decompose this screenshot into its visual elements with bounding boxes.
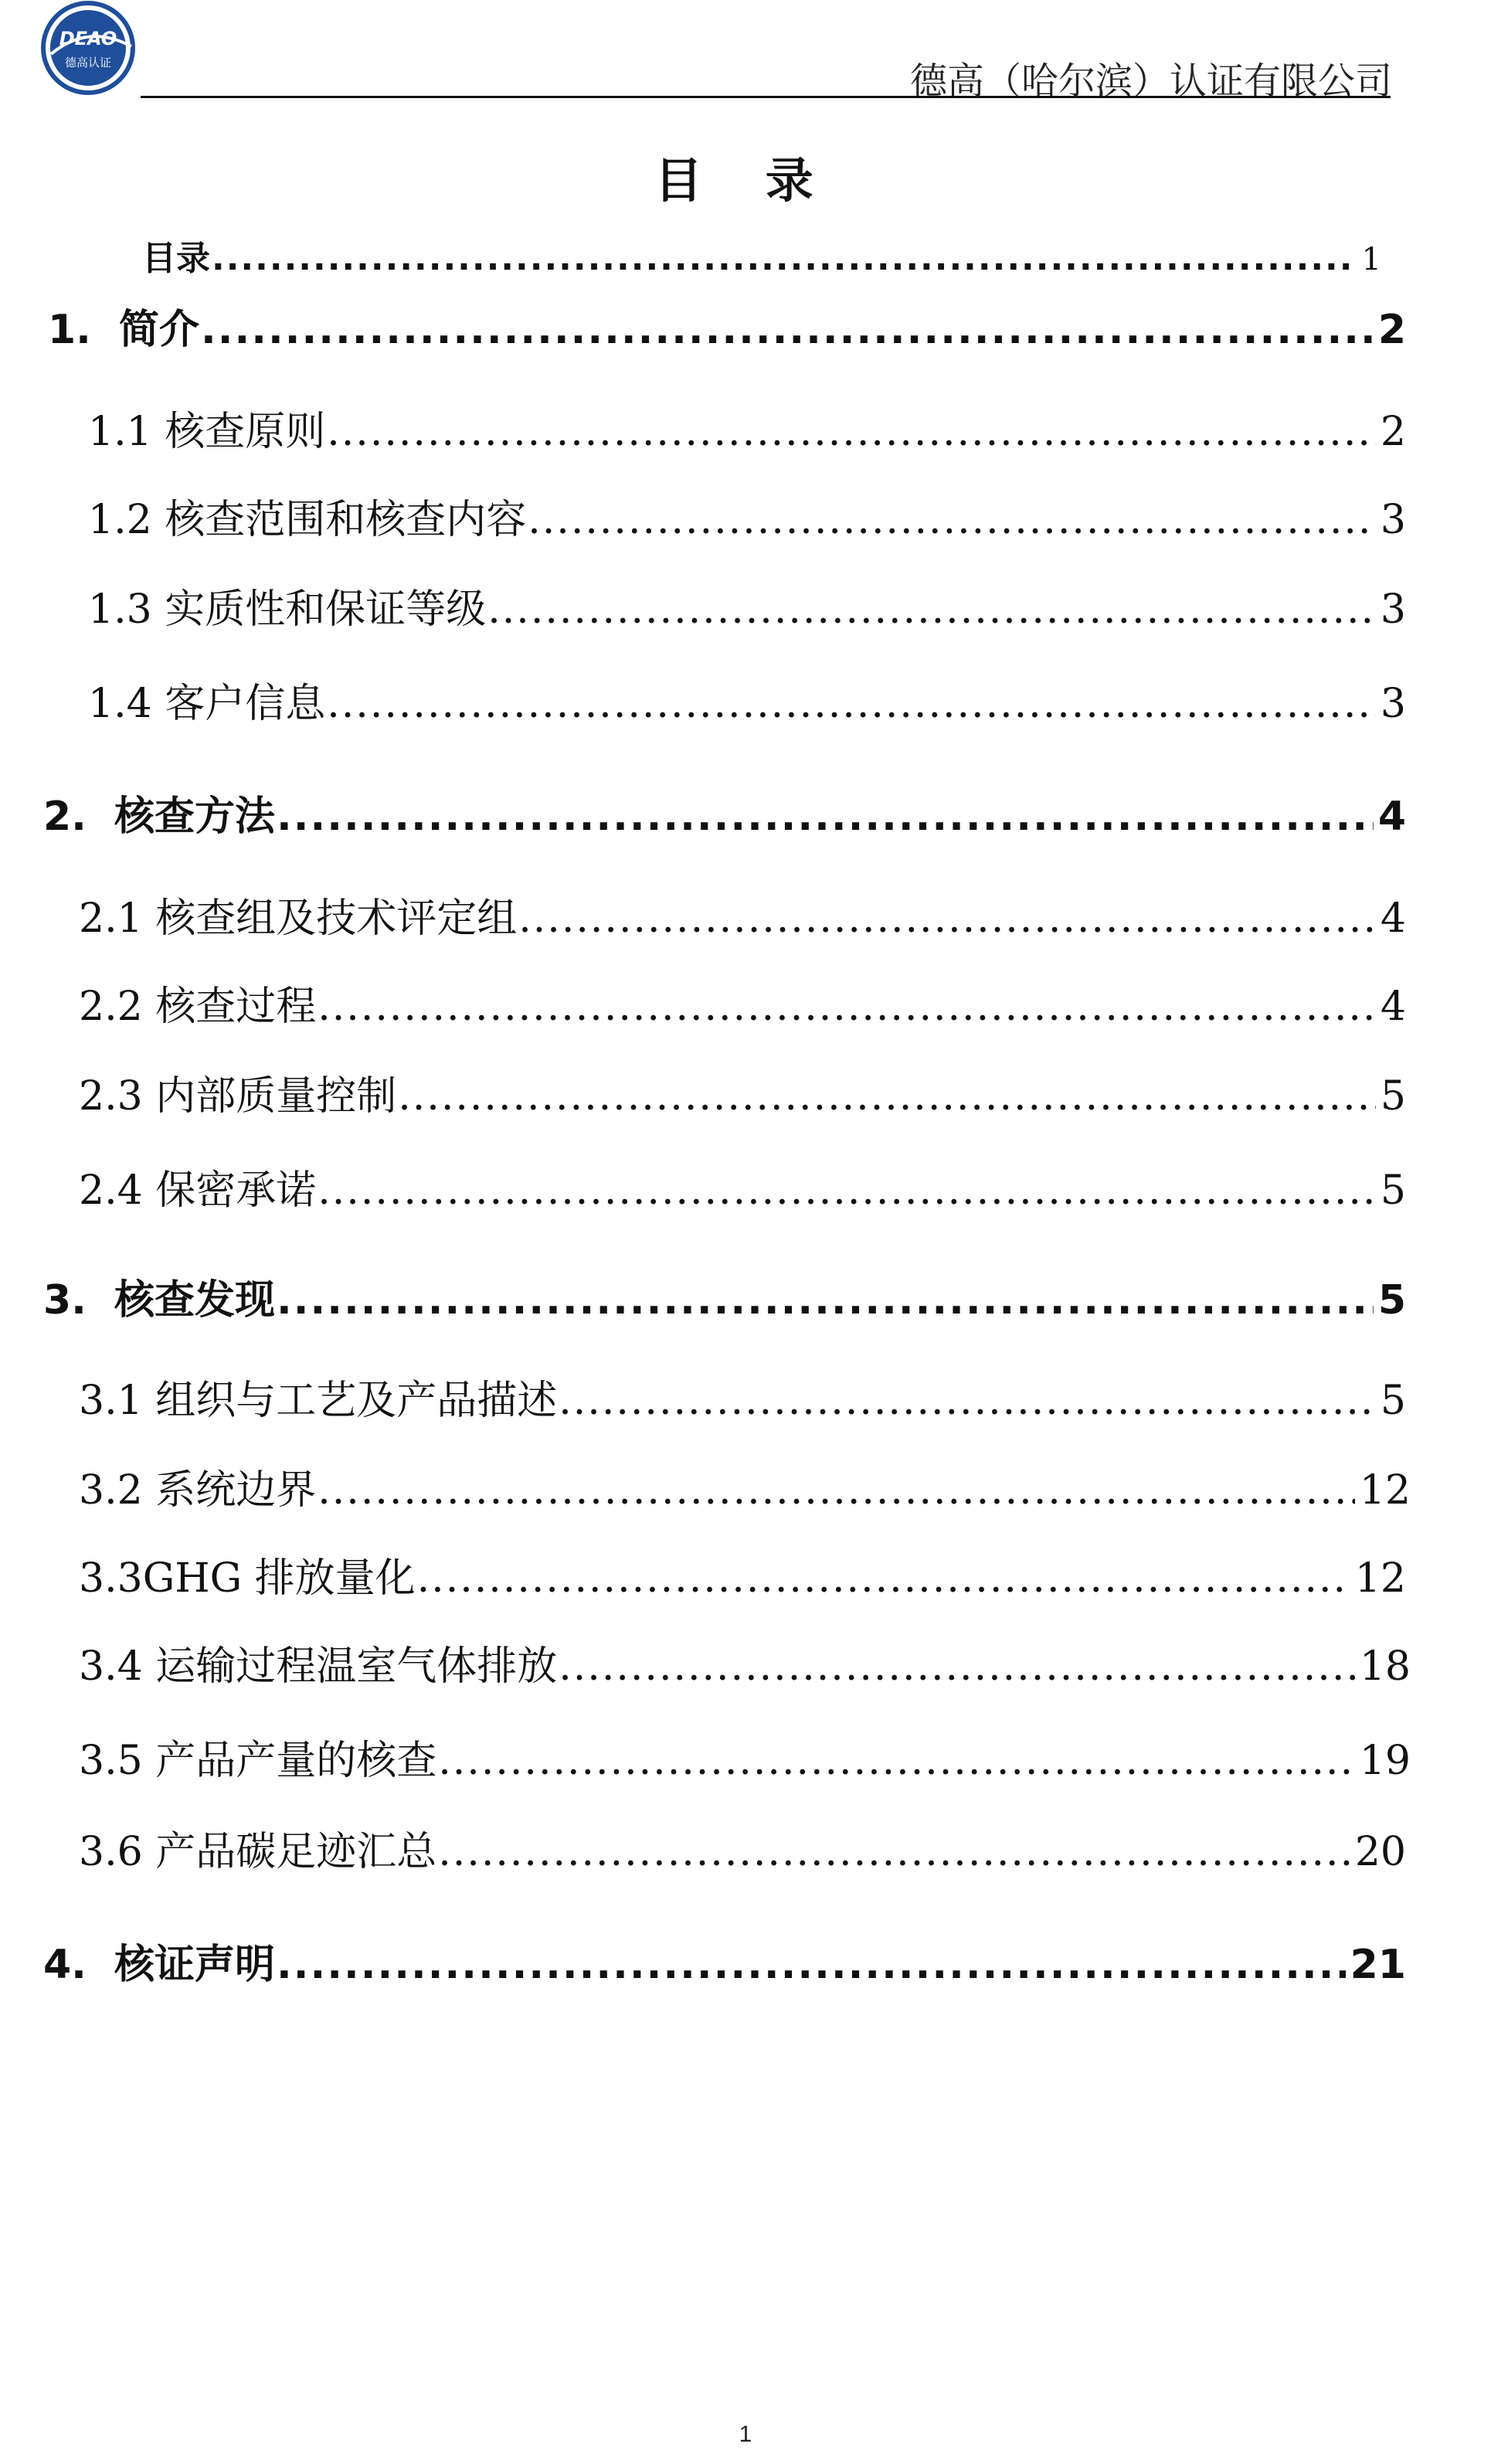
toc-leader-dots bbox=[438, 1738, 1355, 1784]
toc-entry-3-6[interactable] bbox=[79, 1819, 1406, 1877]
toc-leader-dots bbox=[327, 409, 1376, 455]
toc-entry-2-2[interactable] bbox=[79, 974, 1406, 1031]
toc-leader-dots bbox=[318, 984, 1376, 1030]
toc-entry-label: 2.1 核查组及技术评定组 bbox=[79, 896, 518, 942]
toc-entry-label: 3.3GHG 排放量化 bbox=[79, 1555, 416, 1602]
page-number: 1 bbox=[739, 2422, 752, 2447]
toc-entry-label: 2.2 核查过程 bbox=[79, 984, 317, 1030]
toc-entry-2-1[interactable] bbox=[79, 885, 1406, 943]
toc-entry-2-3[interactable] bbox=[79, 1063, 1406, 1121]
toc-leader-dots bbox=[487, 586, 1376, 633]
toc-title: 目 录 bbox=[654, 152, 837, 209]
toc-leader-dots bbox=[438, 1829, 1350, 1875]
toc-leader-dots bbox=[559, 1643, 1355, 1690]
toc-entry-page: 12 bbox=[1354, 1555, 1406, 1602]
toc-leader-dots bbox=[327, 681, 1376, 727]
toc-entry-number: 3. bbox=[43, 1277, 87, 1324]
toc-entry-page: 4 bbox=[1380, 896, 1406, 942]
toc-entry-label: 3.6 产品碳足迹汇总 bbox=[79, 1829, 437, 1875]
toc-entry-2-4[interactable] bbox=[79, 1157, 1406, 1215]
toc-entry-label: 核查方法 bbox=[114, 794, 276, 840]
toc-entry-page: 18 bbox=[1359, 1643, 1411, 1690]
toc-entry-section-3[interactable] bbox=[43, 1267, 1406, 1325]
toc-entry-label: 核证声明 bbox=[114, 1942, 276, 1988]
toc-entry-page: 5 bbox=[1380, 1378, 1406, 1424]
toc-entry-page: 4 bbox=[1380, 984, 1406, 1030]
toc-leader-dots bbox=[201, 307, 1374, 353]
header-divider bbox=[141, 96, 1391, 98]
toc-leader-dots bbox=[277, 794, 1374, 840]
toc-entry-label: 3.4 运输过程温室气体排放 bbox=[79, 1643, 558, 1690]
toc-leader-dots bbox=[212, 239, 1357, 278]
toc-leader-dots bbox=[559, 1378, 1376, 1424]
toc-entry-label: 核查发现 bbox=[114, 1277, 276, 1324]
toc-entry-page: 2 bbox=[1380, 409, 1406, 455]
toc-entry-label: 1.1 核查原则 bbox=[88, 409, 326, 455]
toc-entry-label: 2.4 保密承诺 bbox=[79, 1167, 317, 1214]
company-logo bbox=[40, 0, 141, 96]
toc-entry-label: 目录 bbox=[142, 239, 210, 278]
company-name: 德高（哈尔滨）认证有限公司 bbox=[909, 59, 1392, 103]
toc-entry-1-3[interactable] bbox=[88, 576, 1406, 634]
toc-entry-page: 2 bbox=[1377, 307, 1406, 353]
toc-entry-label: 1.4 客户信息 bbox=[88, 681, 326, 727]
toc-leader-dots bbox=[277, 1942, 1346, 1988]
toc-entry-3-1[interactable] bbox=[79, 1368, 1406, 1426]
toc-leader-dots bbox=[318, 1167, 1376, 1214]
toc-entry-label: 2.3 内部质量控制 bbox=[79, 1073, 397, 1120]
toc-entry-3-5[interactable] bbox=[79, 1728, 1411, 1786]
toc-entry-section-1[interactable] bbox=[48, 297, 1406, 355]
toc-entry-label: 3.2 系统边界 bbox=[79, 1467, 317, 1514]
toc-entry-page: 5 bbox=[1380, 1073, 1406, 1120]
toc-entry-section-2[interactable] bbox=[43, 783, 1406, 841]
toc-entry-page: 4 bbox=[1377, 794, 1406, 840]
toc-entry-page: 21 bbox=[1350, 1942, 1406, 1988]
toc-leader-dots bbox=[528, 497, 1376, 543]
toc-entry-page: 5 bbox=[1377, 1277, 1406, 1324]
toc-entry-page: 19 bbox=[1359, 1738, 1411, 1784]
toc-entry-label: 简介 bbox=[119, 307, 200, 353]
toc-leader-dots bbox=[417, 1555, 1350, 1602]
toc-entry-number: 2. bbox=[43, 794, 87, 840]
toc-entry-1-2[interactable] bbox=[88, 487, 1406, 545]
toc-entry-label: 1.3 实质性和保证等级 bbox=[88, 586, 487, 633]
svg-text:DEAO: DEAO bbox=[59, 28, 117, 49]
toc-entry-label: 3.1 组织与工艺及产品描述 bbox=[79, 1378, 558, 1424]
toc-entry-number: 4. bbox=[43, 1942, 87, 1988]
toc-entry-page: 20 bbox=[1354, 1829, 1406, 1875]
toc-entry-page: 3 bbox=[1380, 681, 1406, 727]
toc-leader-dots bbox=[277, 1277, 1374, 1324]
toc-entry-3-2[interactable] bbox=[79, 1457, 1411, 1515]
toc-entry-number: 1. bbox=[48, 307, 91, 353]
toc-entry-1-4[interactable] bbox=[88, 671, 1406, 729]
toc-entry-page: 3 bbox=[1380, 586, 1406, 633]
toc-entry-1-1[interactable] bbox=[88, 399, 1406, 457]
toc-entry-label: 1.2 核查范围和核查内容 bbox=[88, 497, 527, 543]
toc-entry-3-4[interactable] bbox=[79, 1633, 1411, 1691]
toc-entry-label: 3.5 产品产量的核查 bbox=[79, 1738, 437, 1784]
toc-leader-dots bbox=[518, 896, 1376, 942]
toc-entry-section-4[interactable] bbox=[43, 1932, 1406, 1990]
toc-entry-page: 12 bbox=[1359, 1467, 1411, 1514]
toc-leader-dots bbox=[398, 1073, 1376, 1120]
toc-entry-contents[interactable] bbox=[142, 230, 1381, 280]
toc-entry-page: 1 bbox=[1361, 242, 1381, 277]
toc-entry-3-3[interactable] bbox=[79, 1545, 1406, 1603]
toc-entry-page: 5 bbox=[1380, 1167, 1406, 1214]
toc-leader-dots bbox=[318, 1467, 1355, 1514]
svg-text:德高认证: 德高认证 bbox=[64, 56, 112, 70]
toc-entry-page: 3 bbox=[1380, 497, 1406, 543]
